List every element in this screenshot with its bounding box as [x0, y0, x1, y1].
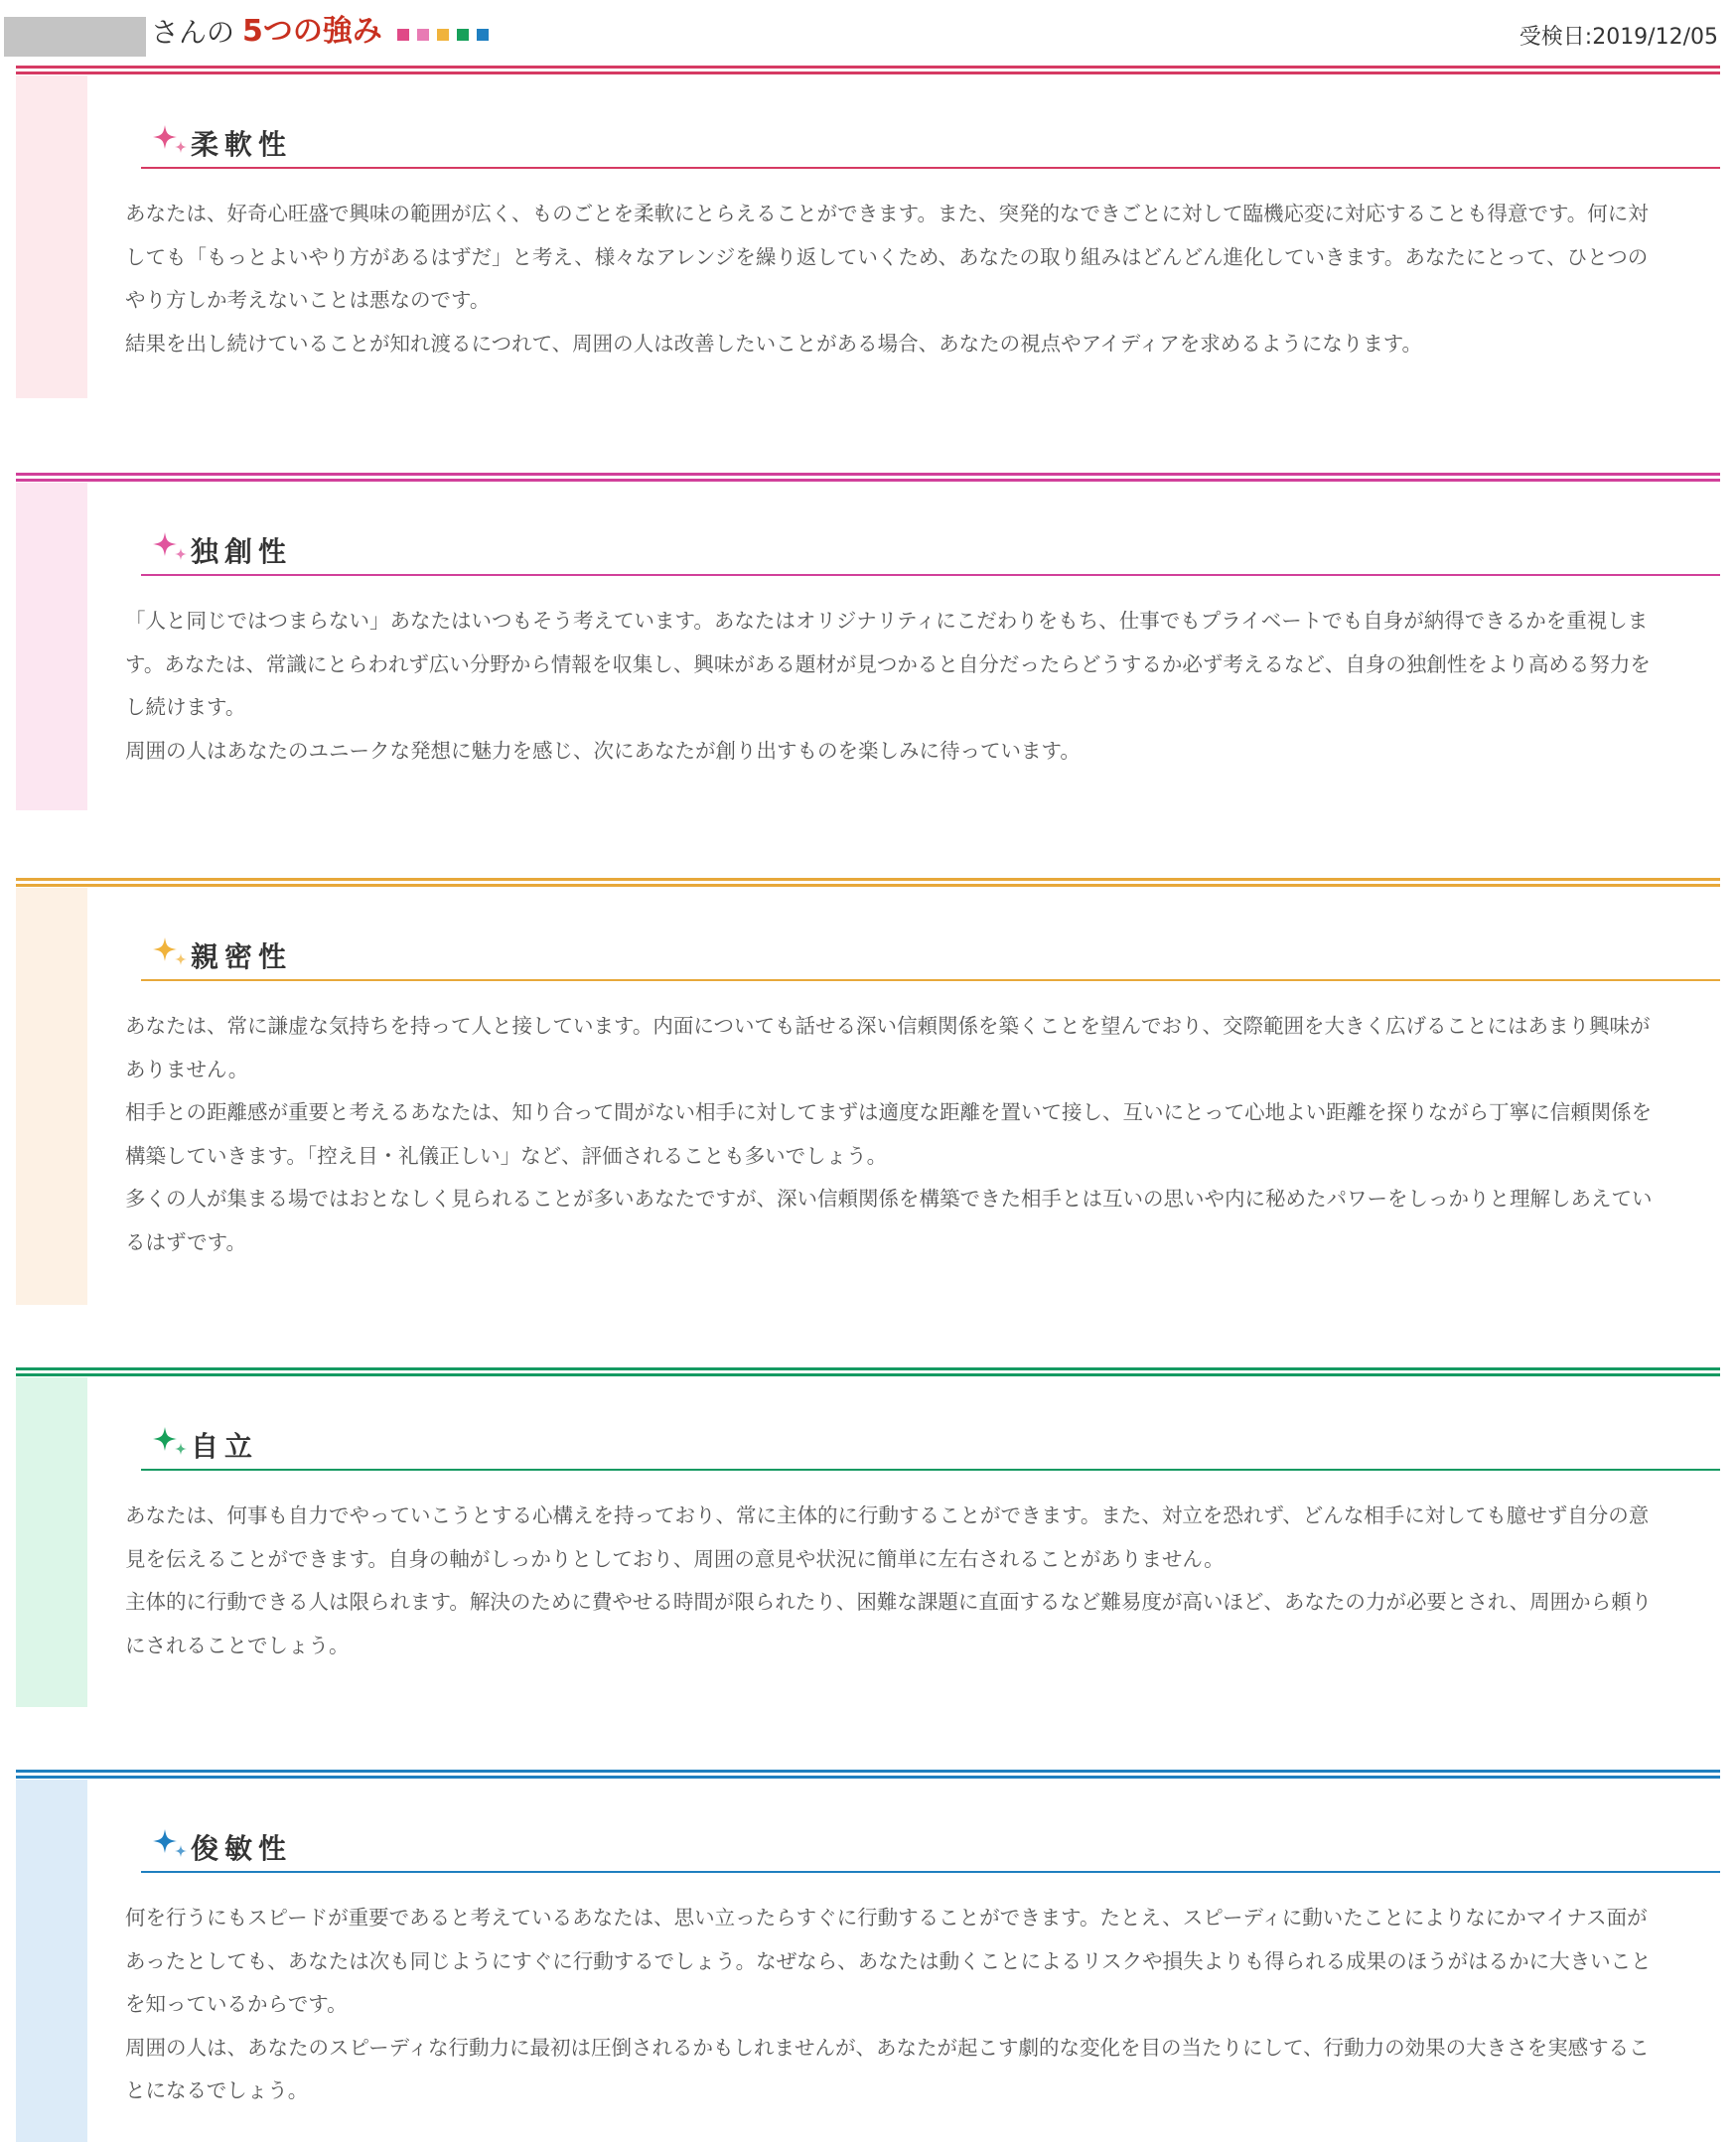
section-heading [125, 1425, 1720, 1471]
section-title: 親密性 [191, 940, 293, 973]
body-paragraph: 結果を出し続けていることが知れ渡るにつれて、周囲の人は改善したいことがある場合、あなたの視点やアイディアを求めるようになります。 [125, 331, 1423, 356]
section-heading [125, 935, 1720, 981]
section-body [125, 1495, 1655, 1667]
section-double-rule [16, 1367, 1720, 1376]
body-paragraph: 周囲の人は、あなたのスピーディな行動力に最初は圧倒されるかもしれませんが、あなたが起こす劇的な変化を目の当たりにして、行動力の効果の大きさを実感することになるでしょう。 [125, 2035, 1650, 2102]
body-paragraph: 主体的に行動できる人は限られます。解決のために費やせる時間が限られたり、困難な課題に直面するなど難易度が高いほど、あなたの力が必要とされ、周囲から頼りにされることでしょう。 [125, 1590, 1653, 1657]
section-side-stripe [16, 888, 87, 1305]
color-square [477, 29, 489, 41]
color-squares [397, 29, 489, 41]
title-underline [141, 979, 1720, 981]
section-body [125, 1005, 1655, 1264]
strength-section-independence [16, 1367, 1720, 1705]
title-underline [141, 1469, 1720, 1471]
body-paragraph: あなたは、好奇心旺盛で興味の範囲が広く、ものごとを柔軟にとらえることができます。また、突発的なできごとに対して臨機応変に対応することも得意です。何に対しても「もっとよいやり方があるはずだ」と考え、様々なアレンジを繰り返していくため、あなたの取り組みはどんどん進化していきます。あなたにとって、ひとつのやり方しか考えないことは悪なのです。 [125, 202, 1649, 312]
section-heading [125, 530, 1720, 576]
body-paragraph: 多くの人が集まる場ではおとなしく見られることが多いあなたですが、深い信頼関係を構築できた相手とは互いの思いや内に秘めたパワーをしっかりと理解しあえているはずです。 [125, 1187, 1653, 1254]
section-side-stripe [16, 75, 87, 398]
body-paragraph: 何を行うにもスピードが重要であると考えているあなたは、思い立ったらすぐに行動することができます。たとえ、スピーディに動いたことによりなにかマイナス面があったとしても、あなたは次も同じようにすぐに行動するでしょう。なぜなら、あなたは動くことによるリスクや損失よりも得られる成果のほうがはるかに大きいことを知っているからです。 [125, 1906, 1652, 2016]
name-suffix: さんの [151, 16, 235, 49]
section-double-rule [16, 1770, 1720, 1779]
body-paragraph: あなたは、何事も自力でやっていこうとする心構えを持っており、常に主体的に行動することができます。また、対立を恐れず、どんな相手に対しても臆せず自分の意見を伝えることができます。自身の軸がしっかりとしており、周囲の意見や状況に簡単に左右されることがありません。 [125, 1503, 1650, 1571]
title-underline [141, 167, 1720, 169]
section-double-rule [16, 878, 1720, 887]
sparkle-icon [151, 123, 193, 163]
color-square [397, 29, 409, 41]
section-heading [125, 1827, 1720, 1873]
page-header [0, 0, 1736, 66]
sparkle-icon [151, 1425, 193, 1465]
strength-section-flexibility [16, 66, 1720, 398]
color-square [437, 29, 449, 41]
strength-section-agility [16, 1770, 1720, 2142]
strength-section-intimacy [16, 878, 1720, 1305]
section-title: 自立 [191, 1430, 259, 1463]
section-double-rule [16, 66, 1720, 74]
body-paragraph: 周囲の人はあなたのユニークな発想に魅力を感じ、次にあなたが創り出すものを楽しみに待っています。 [125, 738, 1081, 763]
section-body [125, 1897, 1655, 2113]
sparkle-icon [151, 530, 193, 570]
sparkle-icon [151, 1827, 193, 1867]
color-square [417, 29, 429, 41]
section-body [125, 193, 1655, 365]
section-side-stripe [16, 483, 87, 810]
sparkle-icon [151, 935, 193, 975]
strength-section-originality [16, 473, 1720, 810]
page-title: 5つの強み [242, 14, 382, 49]
section-side-stripe [16, 1780, 87, 2142]
redacted-user-name [4, 17, 146, 57]
body-paragraph: 「人と同じではつまらない」あなたはいつもそう考えています。あなたはオリジナリティにこだわりをもち、仕事でもプライベートでも自身が納得できるかを重視します。あなたは、常識にとらわれず広い分野から情報を収集し、興味がある題材が見つかると自分だったらどうするか必ず考えるなど、自身の独創性をより高める努力をし続けます。 [125, 609, 1651, 719]
section-double-rule [16, 473, 1720, 482]
title-underline [141, 1871, 1720, 1873]
color-square [457, 29, 469, 41]
exam-date: 受検日:2019/12/05 [1519, 25, 1718, 50]
section-heading [125, 123, 1720, 169]
body-paragraph: 相手との距離感が重要と考えるあなたは、知り合って間がない相手に対してまずは適度な距離を置いて接し、互いにとって心地よい距離を探りながら丁寧に信頼関係を構築していきます。「控え目・礼儀正しい」など、評価されることも多いでしょう。 [125, 1100, 1653, 1168]
body-paragraph: あなたは、常に謙虚な気持ちを持って人と接しています。内面についても話せる深い信頼関係を築くことを望んでおり、交際範囲を大きく広げることにはあまり興味がありません。 [125, 1014, 1651, 1081]
section-side-stripe [16, 1377, 87, 1707]
section-title: 俊敏性 [191, 1832, 293, 1865]
section-title: 独創性 [191, 535, 293, 568]
title-underline [141, 574, 1720, 576]
section-body [125, 600, 1655, 773]
section-title: 柔軟性 [191, 128, 293, 161]
